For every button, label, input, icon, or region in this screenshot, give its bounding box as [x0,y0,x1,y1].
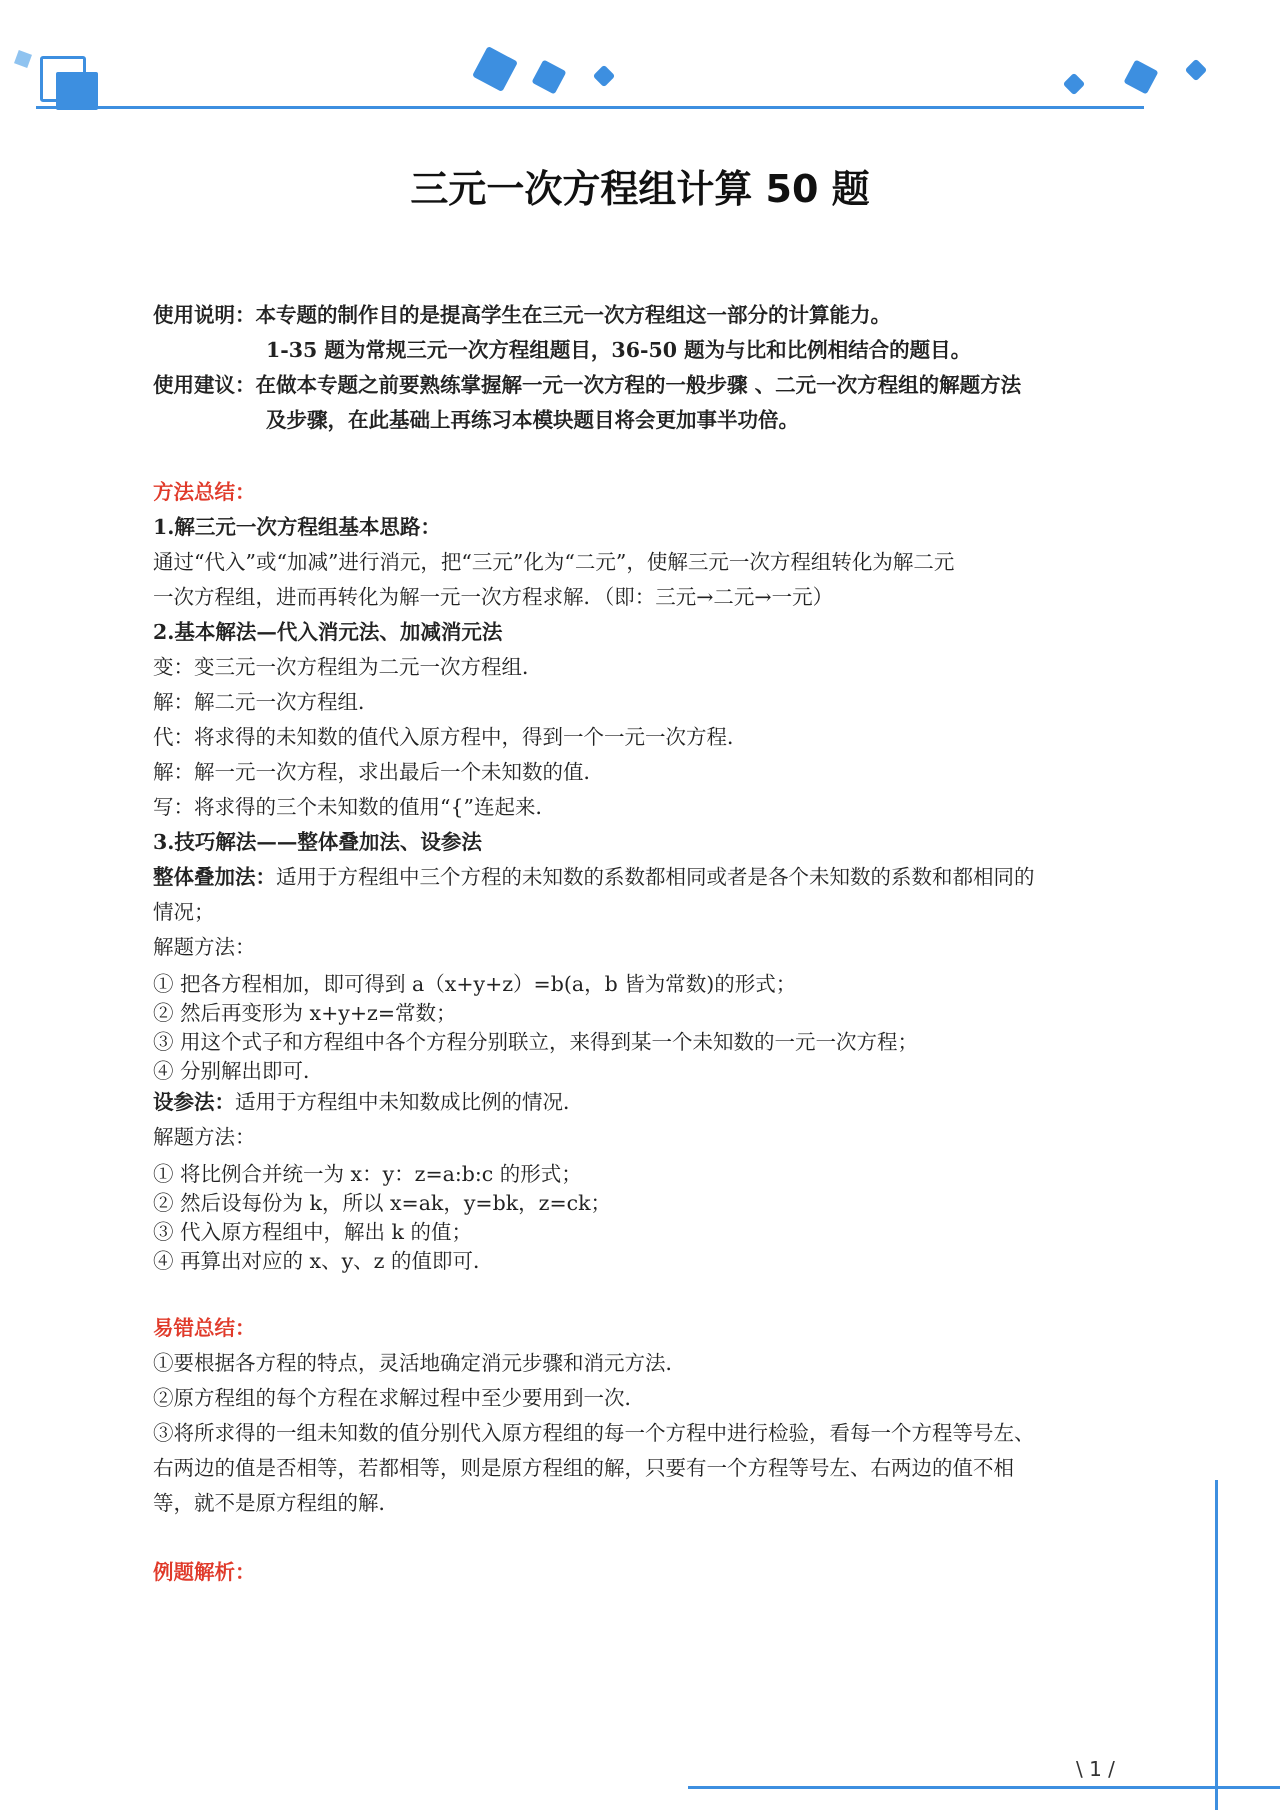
method-1-text: 通过“代入”或“加减”进行消元，把“三元”化为“二元”，使解三元一次方程组转化为解二元 [153,550,955,574]
usage-line-1 [153,303,891,328]
whole-sum-line [153,865,1035,890]
method-3-heading: 3.技巧解法——整体叠加法、设参法 [153,830,482,854]
whole-sum-text-cont: 情况； [153,900,215,924]
param-label: 设参法： [153,1090,235,1114]
diamond-icon [1185,59,1208,82]
param-step: ④ 再算出对应的 x、y、z 的值即可． [153,1249,494,1273]
advice-label: 使用建议： [153,373,256,397]
diamond-icon [472,46,518,92]
method-2-step: 解：解二元一次方程组． [153,690,379,714]
method-2-step: 解：解一元一次方程，求出最后一个未知数的值． [153,760,604,784]
page-number: \ 1 / [1076,1757,1115,1781]
footer-horizontal-rule [688,1786,1280,1789]
header-rule [36,106,1144,109]
diamond-icon [593,65,616,88]
whole-sum-label: 整体叠加法： [153,865,276,889]
advice-text: 在做本专题之前要熟练掌握解一元一次方程的一般步骤 、二元一次方程组的解题方法 [255,373,1022,397]
method-2-step: 代：将求得的未知数的值代入原方程中，得到一个一元一次方程． [153,725,748,749]
whole-step: ④ 分别解出即可． [153,1059,324,1083]
method-1-heading: 1.解三元一次方程组基本思路： [153,515,441,539]
param-step: ③ 代入原方程组中，解出 k 的值； [153,1220,472,1244]
diamond-icon [1123,59,1158,94]
error-item-cont: 等，就不是原方程组的解． [153,1491,399,1515]
usage-label: 使用说明： [153,303,256,327]
header-decoration [0,0,1280,120]
diamond-icon [1063,73,1086,96]
footer-vertical-rule [1215,1480,1218,1810]
usage-text: 本专题的制作目的是提高学生在三元一次方程组这一部分的计算能力。 [255,303,891,327]
error-item: ②原方程组的每个方程在求解过程中至少要用到一次． [153,1386,645,1410]
method-2-heading: 2.基本解法—代入消元法、加减消元法 [153,620,503,644]
steps-label-2: 解题方法： [153,1125,256,1149]
advice-line-1 [153,373,1021,398]
usage-line-2: 1-35 题为常规三元一次方程组题目，36-50 题为与比和比例相结合的题目。 [266,338,972,362]
param-step: ① 将比例合并统一为 x：y：z=a:b:c 的形式； [153,1162,582,1186]
examples-heading: 例题解析： [153,1560,256,1584]
page-title: 三元一次方程组计算 50 题 [410,167,870,211]
whole-step: ② 然后再变形为 x+y+z=常数； [153,1001,457,1025]
whole-step: ③ 用这个式子和方程组中各个方程分别联立，来得到某一个未知数的一元一次方程； [153,1030,919,1054]
corner-square-small-icon [14,50,32,68]
method-2-step: 变：变三元一次方程组为二元一次方程组． [153,655,543,679]
error-item: ①要根据各方程的特点，灵活地确定消元步骤和消元方法． [153,1351,686,1375]
errors-heading: 易错总结： [153,1316,256,1340]
param-line [153,1090,584,1115]
corner-square-fill-icon [56,72,98,110]
methods-heading: 方法总结： [153,480,256,504]
steps-label: 解题方法： [153,935,256,959]
method-2-step: 写：将求得的三个未知数的值用“{”连起来． [153,795,557,819]
method-1-text: 一次方程组，进而再转化为解一元一次方程求解．（即：三元→二元→一元） [153,585,834,609]
error-item: ③将所求得的一组未知数的值分别代入原方程组的每一个方程中进行检验，看每一个方程等号左、 [153,1421,1035,1445]
param-text: 适用于方程组中未知数成比例的情况． [235,1090,584,1114]
advice-line-2: 及步骤，在此基础上再练习本模块题目将会更加事半功倍。 [266,408,799,432]
whole-step: ① 把各方程相加，即可得到 a（x+y+z）=b(a，b 皆为常数)的形式； [153,972,797,996]
whole-sum-text: 适用于方程组中三个方程的未知数的系数都相同或者是各个未知数的系数和都相同的 [276,865,1035,889]
param-step: ② 然后设每份为 k，所以 x=ak，y=bk，z=ck； [153,1191,612,1215]
error-item-cont: 右两边的值是否相等，若都相等，则是原方程组的解，只要有一个方程等号左、右两边的值不相 [153,1456,1014,1480]
diamond-icon [531,59,566,94]
